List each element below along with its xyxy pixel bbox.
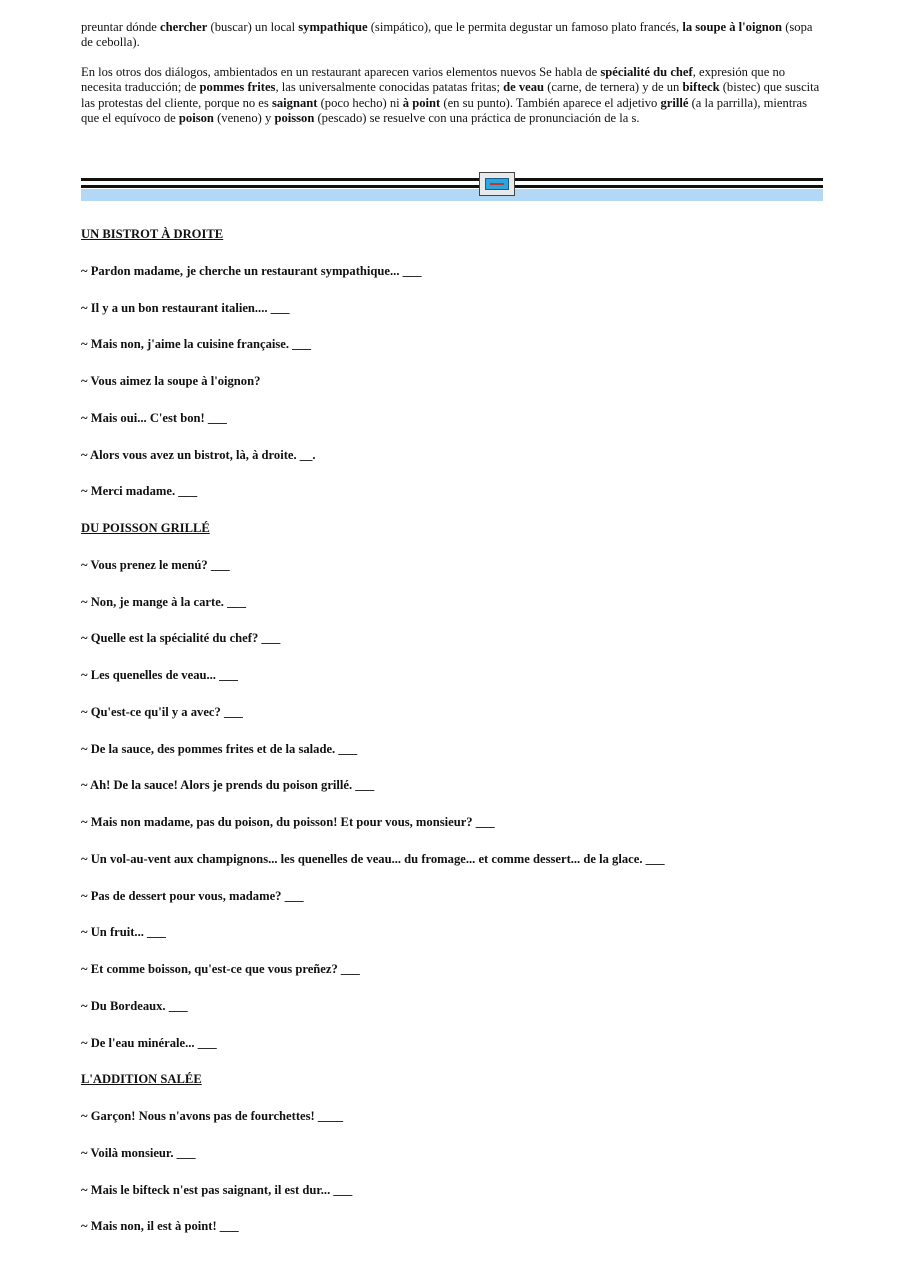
dialogue-list (81, 227, 826, 1256)
text-run: (buscar) un local (207, 20, 299, 34)
dialogue-line: ~ Pardon madame, je cherche un restaurant sympathique... ___ (81, 263, 422, 278)
text-run: (poco hecho) ni (317, 95, 403, 110)
bold-term: pommes frites (199, 80, 276, 95)
dialogue-line: ~ De la sauce, des pommes frites et de la salade. ___ (81, 741, 358, 756)
dialogue-line: ~ Pas de dessert pour vous, madame? ___ (81, 888, 304, 903)
dialogue-line: ~ Garçon! Nous n'avons pas de fourchettes! ____ (81, 1109, 344, 1123)
dialogue-line: ~ De l'eau minérale... ___ (81, 1035, 217, 1050)
text-run: (a la parrilla), mientras que el equívoco de (81, 95, 808, 126)
divider-line-bottom (81, 185, 823, 188)
dialogue-line: ~ Vous prenez le menú? ___ (81, 557, 230, 572)
intro-paragraph-1 (81, 20, 826, 51)
bold-term: bifteck (682, 80, 720, 95)
dialogue-line: ~ Ah! De la sauce! Alors je prends du poison grillé. ___ (81, 778, 375, 793)
bold-term: à point (402, 95, 441, 110)
bold-term: la soupe à l'oignon (682, 20, 783, 34)
dialogue-line: ~ Il y a un bon restaurant italien.... ___ (81, 300, 290, 315)
emblem-inner (485, 178, 509, 190)
dialogue-line: ~ Mais oui... C'est bon! ___ (81, 410, 227, 425)
dialogue-line: ~ Qu'est-ce qu'il y a avec? ___ (81, 704, 243, 719)
dialogue-line: ~ Mais non, il est à point! ___ (81, 1219, 239, 1234)
dialogue-line: ~ Vous aimez la soupe à l'oignon? (81, 374, 261, 388)
dialogue-line: ~ Quelle est la spécialité du chef? ___ (81, 631, 281, 646)
dialogue-line: ~ Et comme boisson, qu'est-ce que vous preñez? ___ (81, 962, 360, 976)
divider-emblem-icon (479, 172, 515, 196)
bold-term: sympathique (298, 20, 368, 34)
bold-term: saignant (271, 95, 318, 110)
section-heading: UN BISTROT À DROITE (81, 227, 224, 241)
intro-paragraph-2 (81, 65, 826, 127)
text-run: (en su punto). También aparece el adjetivo (440, 95, 661, 110)
dialogue-line: ~ Mais non, j'aime la cuisine française. ___ (81, 337, 312, 352)
text-run: (carne, de ternera) y de un (544, 80, 683, 95)
dialogue-line: ~ Voilà monsieur. ___ (81, 1145, 196, 1160)
dialogue-line: ~ Non, je mange à la carte. ___ (81, 594, 246, 609)
dialogue-line: ~ Mais le bifteck n'est pas saignant, il est dur... ___ (81, 1182, 353, 1197)
dialogue-line: ~ Merci madame. ___ (81, 484, 198, 499)
text-run: (sopa de cebolla). (81, 20, 813, 50)
dialogue-line: ~ Un fruit... ___ (81, 925, 166, 940)
divider-band (81, 189, 823, 201)
dialogue-line: ~ Les quenelles de veau... ___ (81, 668, 238, 682)
text-run: preuntar dónde (81, 20, 161, 34)
bold-term: chercher (160, 20, 208, 34)
text-run: (veneno) y (213, 111, 275, 126)
bold-term: poison (178, 111, 214, 126)
text-run: , las universalmente conocidas patatas fritas; (275, 80, 504, 95)
bold-term: poisson (274, 111, 315, 126)
text-run: (bistec) que suscita las protestas del cliente, porque no es (81, 80, 820, 110)
bold-term: grillé (660, 95, 689, 110)
intro-text (81, 20, 826, 126)
dialogue-line: ~ Alors vous avez un bistrot, là, à droite. __. (81, 447, 316, 462)
dialogue-line: ~ Un vol-au-vent aux champignons... les quenelles de veau... du fromage... et comme dessert... de la glace. ___ (81, 851, 665, 866)
section-heading: L'ADDITION SALÉE (81, 1072, 202, 1087)
divider-line-top (81, 178, 823, 181)
section-divider (81, 172, 823, 202)
dialogue-line: ~ Du Bordeaux. ___ (81, 998, 188, 1013)
emblem-bar (490, 183, 504, 185)
bold-term: de veau (503, 80, 545, 95)
dialogue-line: ~ Mais non madame, pas du poison, du poisson! Et pour vous, monsieur? ___ (81, 815, 495, 829)
section-heading: DU POISSON GRILLÉ (81, 521, 210, 535)
bold-term: spécialité du chef (600, 64, 693, 79)
text-run: , expresión que no necesita traducción; de (81, 64, 786, 95)
text-run: (pescado) se resuelve con una práctica de pronunciación de la s. (314, 111, 640, 126)
text-run: En los otros dos diálogos, ambientados en un restaurant aparecen varios elementos nuevos Se habla de (81, 64, 601, 79)
text-run: (simpático), que le permita degustar un famoso plato francés, (367, 20, 683, 34)
